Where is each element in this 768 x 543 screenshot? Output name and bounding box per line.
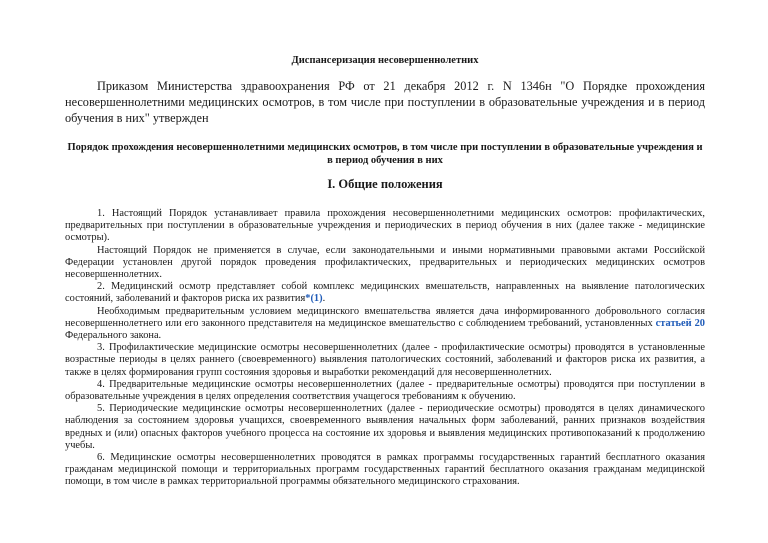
paragraph-2: Настоящий Порядок не применяется в случае, если законодательными и иными нормативными правовыми актами Российской Федерации установлен другой порядок проведения профилактических, предварительных и периодических медицинских осмотров несовершеннолетних. [65,244,705,281]
document-title: Диспансеризация несовершеннолетних [291,55,479,66]
paragraph-6: 4. Предварительные медицинские осмотры несовершеннолетних (далее - предварительные осмотры) проводятся при поступлении в образовательные учреждения в целях определения соответствия учащегося требованиям к обучению. [65,378,705,403]
paragraph-4-text: Необходимым предварительным условием медицинского вмешательства является дача информированного добровольного согласия несовершеннолетнего или его законного представителя на медицинское вмешательство с соблюдением требований, установленных [65,305,705,329]
paragraph-4-end: Федерального закона. [65,330,162,342]
procedure-subtitle: Порядок прохождения несовершеннолетними медицинских осмотров, в том числе при поступлении в образовательные учреждения и в период обучения в них [67,142,703,166]
paragraph-3-end: . [322,293,326,305]
order-intro: Приказом Министерства здравоохранения РФ от 21 декабря 2012 г. N 1346н "О Порядке прохождения несовершеннолетними медицинских осмотров, в том числе при поступлении в образовательные учреждения и в период обучения в них" утвержден [65,79,705,125]
paragraph-1: 1. Настоящий Порядок устанавливает правила прохождения несовершеннолетними медицинских осмотров: профилактических, предварительных при поступлении в образовательные учреждения и периодических в период обучения в них (далее также - медицинские осмотры). [65,208,705,244]
paragraph-5: 3. Профилактические медицинские осмотры несовершеннолетних (далее - профилактические осмотры) проводятся в установленные возрастные периоды в целях раннего (своевременного) выявления патологических состояний, заболеваний и факторов риска их развития, а также в целях формирования групп состояния здоровья и выработки рекомендаций для несовершеннолетних. [65,342,705,378]
paragraph-4 [65,306,705,343]
paragraph-8: 6. Медицинские осмотры несовершеннолетних проводятся в рамках программы государственных гарантий бесплатного оказания гражданам медицинской помощи и территориальных программ государственных гарантий бесплатного оказания гражданам медицинской помощи, в том числе в рамках территориальной программы обязательного медицинского страхования. [65,452,705,488]
paragraph-3-text: 2. Медицинский осмотр представляет собой комплекс медицинских вмешательств, направленных на выявление патологических состояний, заболеваний и факторов риска их развития [65,281,705,305]
article-20-link[interactable]: статьей 20 [655,317,705,329]
section-heading: I. Общие положения [327,177,443,191]
footnote-link[interactable]: *(1) [305,293,323,305]
paragraph-7: 5. Периодические медицинские осмотры несовершеннолетних (далее - периодические осмотры) проводятся в целях динамического наблюдения за состоянием здоровья учащихся, своевременного выявления начальных форм заболеваний, ранних признаков воздействия вредных и (или) опасных факторов учебного процесса на состояние их здоровья и выявления медицинских противопоказаний к продолжению учебы. [65,403,705,451]
paragraph-3 [65,281,705,305]
document-body [65,208,705,489]
